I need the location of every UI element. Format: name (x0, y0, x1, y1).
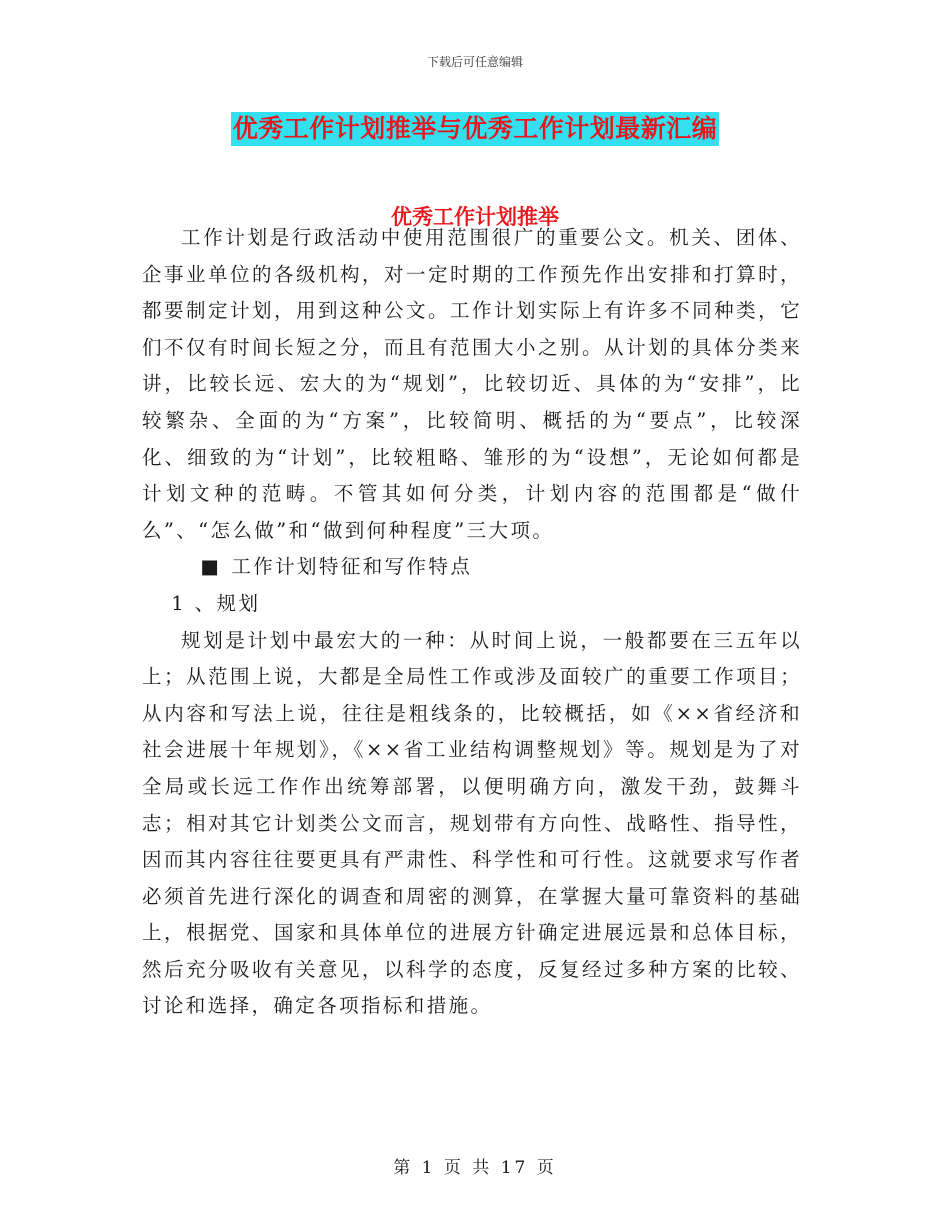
intro-paragraph: 工作计划是行政活动中使用范围很广的重要公文。机关、团体、企事业单位的各级机构，对一定时期的工作预先作出安排和打算时，都要制定计划，用到这种公文。工作计划实际上有许多不同种类，它们不仅有时间长短之分，而且有范围大小之别。从计划的具体分类来讲，比较长远、宏大的为“规划”，比较切近、具体的为“安排”，比较繁杂、全面的为“方案”，比较简明、概括的为“要点”，比较深化、细致的为“计划”，比较粗略、雏形的为“设想”，无论如何都是计划文种的范畴。不管其如何分类，计划内容的范围都是“做什么”、“怎么做”和“做到何种程度”三大项。 (142, 226, 802, 542)
main-title-container (0, 112, 950, 146)
document-title: 优秀工作计划推举与优秀工作计划最新汇编 (231, 112, 720, 146)
subsection-heading: 1 、规划 (171, 591, 261, 615)
section-title: 优秀工作计划推举 (391, 205, 559, 229)
square-bullet-icon: ■ (200, 555, 222, 579)
page-number: 第 1 页 共 17 页 (393, 1158, 557, 1178)
planning-paragraph: 规划是计划中最宏大的一种：从时间上说，一般都要在三五年以上；从范围上说，大都是全局性工作或涉及面较广的重要工作项目；从内容和写法上说，往往是粗线条的，比较概括，如《××省经济和社会进展十年规划》，《××省工业结构调整规划》等。规划是为了对全局或长远工作作出统筹部署，以便明确方向，激发干劲，鼓舞斗志；相对其它计划类公文而言，规划带有方向性、战略性、指导性，因而其内容往往要更具有严肃性、科学性和可行性。这就要求写作者必须首先进行深化的调查和周密的测算，在掌握大量可靠资料的基础上，根据党、国家和具体单位的进展方针确定进展远景和总体目标，然后充分吸收有关意见，以科学的态度，反复经过多种方案的比较、讨论和选择，确定各项指标和措施。 (142, 628, 802, 1018)
section-heading-text: 工作计划特征和写作特点 (231, 555, 473, 579)
section-heading (142, 549, 802, 586)
header-note: 下载后可任意编辑 (426, 55, 523, 69)
document-body (142, 220, 802, 1025)
